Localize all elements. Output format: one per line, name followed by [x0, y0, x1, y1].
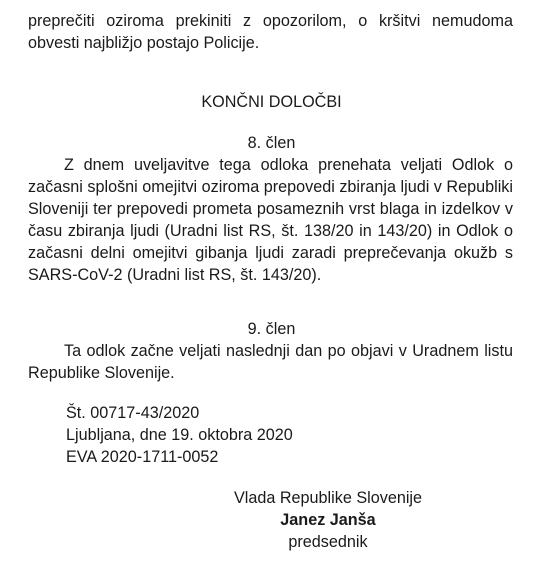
article-8-body: Z dnem uveljavitve tega odloka prenehata veljati Odlok o začasni splošni omejitvi oziroma prepovedi zbiranja ljudi v Republiki Sloveniji ter prepovedi prometa posameznih vrst blaga in izdelkov v času zbiranja ljudi (Uradni list RS, št. 138/20 in 143/20) in Odlok o začasni delni omejitvi gibanja ljudi zaradi preprečevanja okužb s SARS-CoV-2 (Uradni list RS, št. 143/20).: [28, 156, 513, 284]
signature-title: predsednik: [288, 533, 368, 551]
intro-paragraph: preprečiti oziroma prekiniti z opozorilom, o kršitvi nemudoma obvesti najbližjo postajo Policije.: [28, 12, 513, 52]
article-9-heading: 9. člen: [247, 320, 296, 338]
signature-institution: Vlada Republike Slovenije: [233, 489, 423, 507]
eva-code: EVA 2020-1711-0052: [66, 448, 219, 466]
section-title: KONČNI DOLOČBI: [201, 93, 342, 111]
article-9-body: Ta odlok začne veljati naslednji dan po objavi v Uradnem listu Republike Slovenije.: [28, 342, 513, 382]
document-number: Št. 00717-43/2020: [66, 404, 200, 422]
signature-name: Janez Janša: [280, 511, 376, 529]
article-8-heading: 8. člen: [247, 134, 296, 152]
place-date: Ljubljana, dne 19. oktobra 2020: [66, 426, 293, 444]
